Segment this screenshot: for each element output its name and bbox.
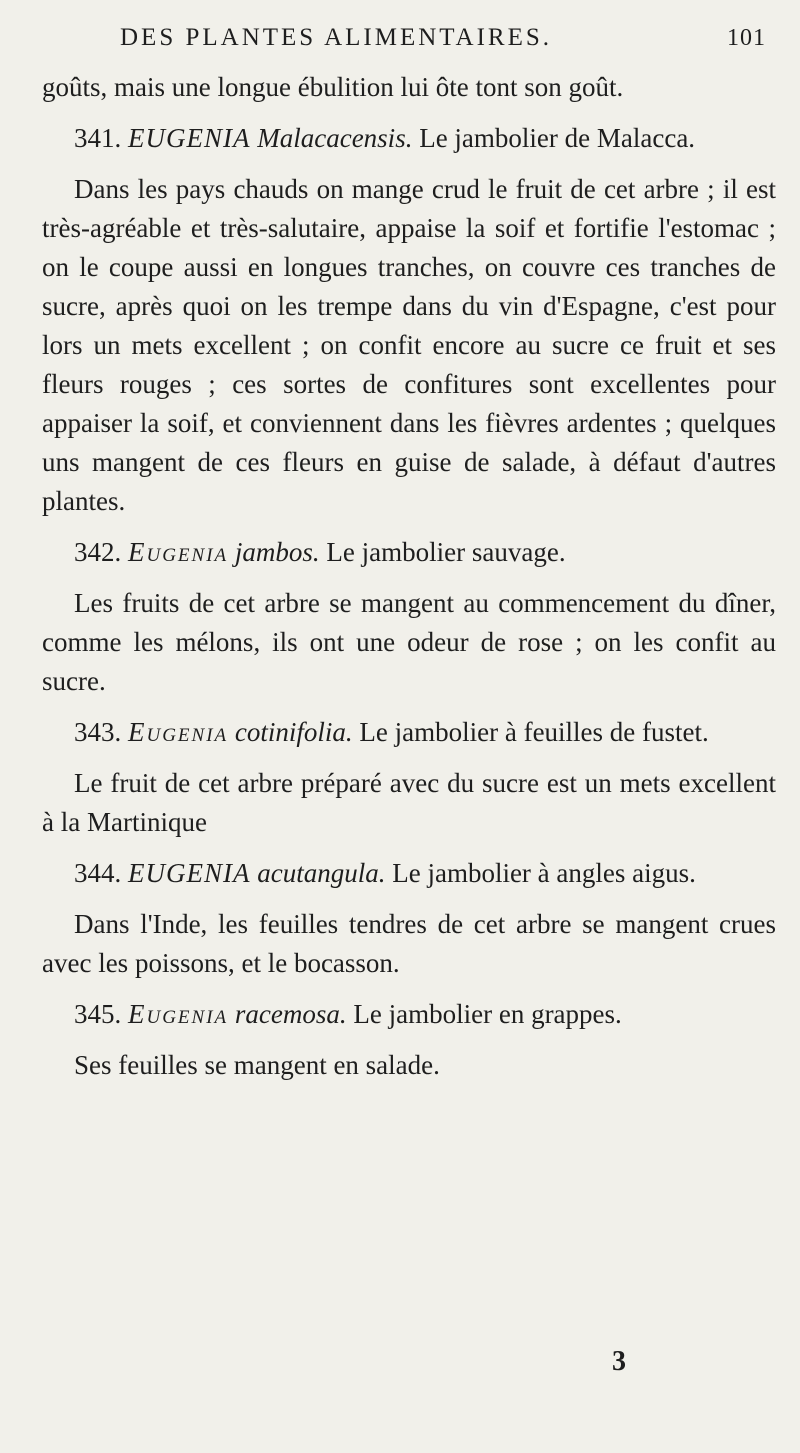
entry-text-344: Dans l'Inde, les feuilles tendres de cet arbre se mangent crues avec les poissons, et le bocasson. (42, 909, 776, 978)
page-body (42, 68, 776, 1085)
entry-text-341: Dans les pays chauds on mange crud le fruit de cet arbre ; il est très-agréable et très-salutaire, appaise la soif et fortifie l'estomac ; on le coupe aussi en longues tranches, on couvre ces tranches de sucre, après quoi on les trempe dans du vin d'Espagne, c'est pour lors un mets excellent ; on confit encore au sucre ce fruit et ses fleurs rouges ; ces sortes de confitures sont excellentes pour appaiser la soif, et conviennent dans les fièvres ardentes ; quelques uns mangent de ces fleurs en guise de salade, à défaut d'autres plantes. (42, 174, 776, 516)
entry-text-345: Ses feuilles se mangent en salade. (74, 1050, 440, 1080)
entry-common-name: Le jambolier en grappes. (353, 999, 622, 1029)
entry-number: 341. (74, 123, 122, 153)
entry-genus: Eugenia (128, 717, 229, 747)
running-title: DES PLANTES ALIMENTAIRES. (120, 24, 553, 51)
entry-number: 342. (74, 537, 122, 567)
entry-heading-345 (42, 995, 776, 1034)
entry-heading-341 (42, 119, 776, 158)
entry-number: 345. (74, 999, 122, 1029)
page-number: 101 (727, 25, 766, 51)
entry-species: acutangula. (257, 858, 386, 888)
entry-heading-342 (42, 533, 776, 572)
entry-common-name: Le jambolier de Malacca. (419, 123, 696, 153)
entry-genus: EUGENIA (128, 123, 251, 153)
entry-genus: EUGENIA (128, 858, 251, 888)
entry-species: racemosa. (234, 999, 347, 1029)
entry-text-343: Le fruit de cet arbre préparé avec du sucre est un mets excellent à la Martinique (42, 768, 776, 837)
continuation-text: goûts, mais une longue ébulition lui ôte tont son goût. (42, 72, 624, 102)
entry-common-name: Le jambolier à feuilles de fustet. (359, 717, 709, 747)
entry-common-name: Le jambolier sauvage. (326, 537, 566, 567)
catchword: 3 (612, 1346, 626, 1377)
entry-heading-343 (42, 713, 776, 752)
entry-species: jambos. (234, 537, 320, 567)
entry-species: cotinifolia. (234, 717, 353, 747)
entry-genus: Eugenia (128, 537, 229, 567)
entry-number: 343. (74, 717, 122, 747)
entry-text-342: Les fruits de cet arbre se mangent au commencement du dîner, comme les mélons, ils ont une odeur de rose ; on les confit au sucre. (42, 588, 776, 696)
entry-common-name: Le jambolier à angles aigus. (392, 858, 696, 888)
running-header (44, 24, 766, 52)
entry-genus: Eugenia (128, 999, 229, 1029)
entry-species: Malacacensis. (257, 123, 413, 153)
entry-number: 344. (74, 858, 122, 888)
entry-heading-344 (42, 854, 776, 893)
